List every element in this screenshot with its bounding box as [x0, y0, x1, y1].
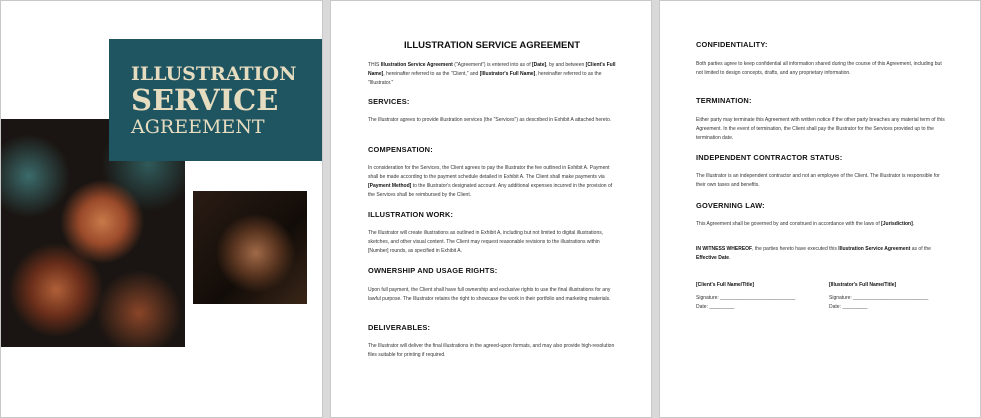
heading-compensation: COMPENSATION: — [368, 145, 433, 154]
intro-paragraph: THIS Illustration Service Agreement ("Agreement") is entered into as of [Date], by and between [Client's Full Name], hereinafter referred to as the "Client," and [Illustrator's Full Name], hereinafter referred to as the "Illustrator." — [368, 62, 616, 86]
heading-confidentiality: CONFIDENTIALITY: — [696, 40, 768, 49]
paragraph-ownership: Upon full payment, the Client shall have full ownership and exclusive rights to use the final illustrations for any lawful purpose. The Illustrator retains the right to showcase the work in their portfolio and marketing materials. — [368, 287, 611, 302]
heading-termination: TERMINATION: — [696, 96, 752, 105]
heading-governing-law: GOVERNING LAW: — [696, 201, 765, 210]
page-cover — [0, 0, 323, 418]
illustrator-signature-line: Signature: ___________________________ — [829, 295, 929, 301]
heading-ownership: OWNERSHIP AND USAGE RIGHTS: — [368, 266, 498, 275]
paragraph-deliverables: The Illustrator will deliver the final illustrations in the agreed-upon formats, and may also provide high-resolution files suitable for printing if required. — [368, 343, 615, 358]
cover-title-box — [109, 39, 323, 161]
paragraph-confidentiality: Both parties agree to keep confidential all information shared during the course of this Agreement, including but not limited to design concepts, drafts, and any proprietary information. — [696, 61, 942, 76]
paragraph-compensation: In consideration for the Services, the Client agrees to pay the Illustrator the fee outlined in Exhibit A. Payment shall be made according to the payment schedule detailed in Exhibit A. The Client shall make payments via [Payment Method] to the Illustrator's designated account. Any additional expenses incurred in the provision of the Services shall be reimbursed by the Client. — [368, 165, 613, 198]
client-date-line: Date: _________ — [696, 304, 735, 310]
paragraph-termination: Either party may terminate this Agreement with written notice if the other party breaches any material term of this Agreement. In the event of termination, the Client shall pay the Illustrator for the Services provided up to the termination date. — [696, 117, 945, 141]
cover-title-line2: SERVICE — [131, 83, 279, 117]
cover-title-line3: AGREEMENT — [131, 116, 265, 138]
client-name-label: [Client's Full Name/Title] — [696, 282, 755, 288]
client-signature-line: Signature: ___________________________ — [696, 295, 796, 301]
paragraph-services: The Illustrator agrees to provide illustration services (the "Services") as described in Exhibit A attached hereto. — [368, 117, 612, 123]
paragraph-contractor-status: The Illustrator is an independent contractor and not an employee of the Client. The Illustrator is responsible for their own taxes and benefits. — [696, 173, 940, 188]
signature-block-client — [696, 281, 816, 312]
illustrator-date-line: Date: _________ — [829, 304, 868, 310]
handshake-image — [193, 191, 307, 304]
document-title: ILLUSTRATION SERVICE AGREEMENT — [403, 40, 581, 51]
page-2 — [330, 0, 652, 418]
cover-title-line1: ILLUSTRATION — [131, 63, 297, 85]
page-3 — [659, 0, 981, 418]
heading-services: SERVICES: — [368, 97, 410, 106]
paragraph-witness: IN WITNESS WHEREOF, the parties hereto have executed this Illustration Service Agreement as of the Effective Date. — [696, 246, 931, 261]
heading-deliverables: DELIVERABLES: — [368, 323, 431, 332]
heading-illustration-work: ILLUSTRATION WORK: — [368, 210, 454, 219]
heading-contractor-status: INDEPENDENT CONTRACTOR STATUS: — [696, 153, 843, 162]
paragraph-illustration-work: The Illustrator will create illustrations as outlined in Exhibit A, including but not limited to digital illustrations, sketches, and other visual content. The Client may request reasonable revisions to the illustrations within [Number] rounds, as specified in Exhibit A. — [368, 230, 604, 254]
signature-block-illustrator — [829, 281, 949, 312]
illustrator-name-label: [Illustrator's Full Name/Title] — [829, 282, 897, 288]
paragraph-governing-law: This Agreement shall be governed by and construed in accordance with the laws of [Jurisdiction]. — [696, 221, 915, 227]
